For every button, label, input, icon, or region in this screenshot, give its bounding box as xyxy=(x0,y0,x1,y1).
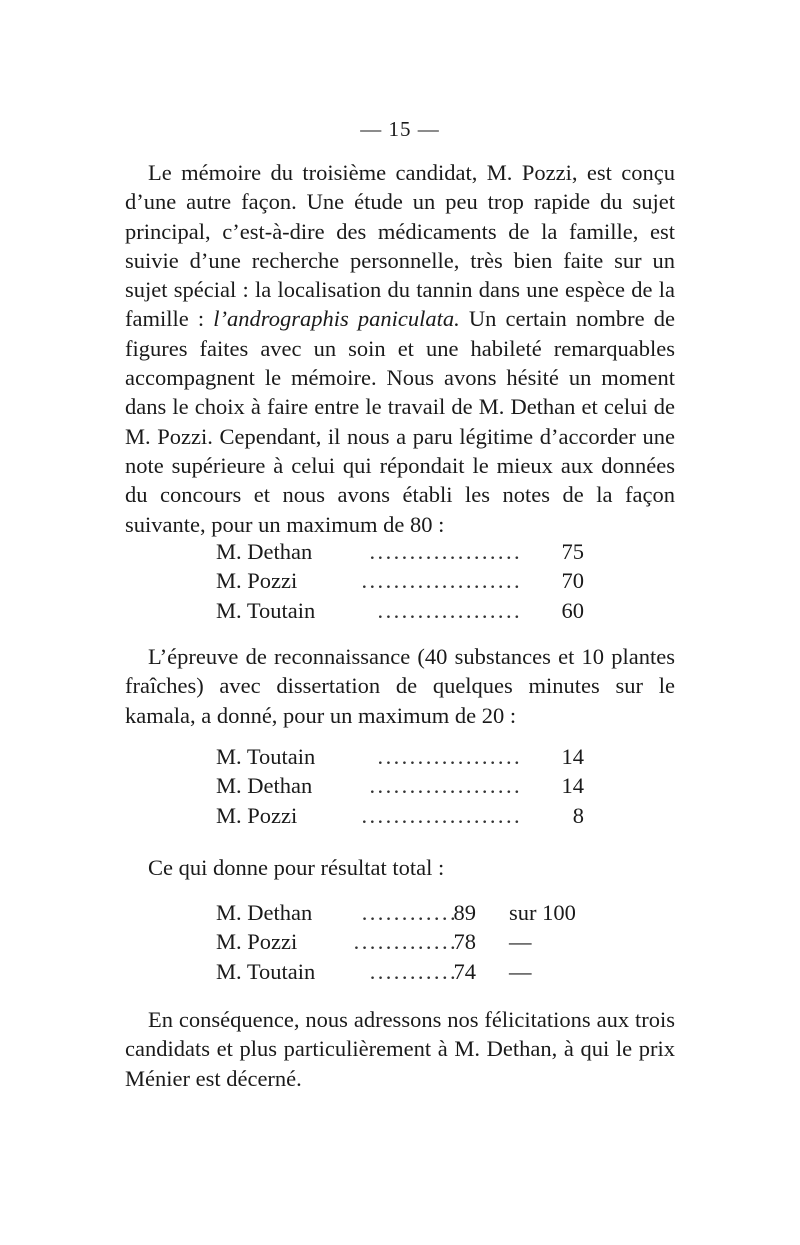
score-row xyxy=(216,957,584,986)
paragraph-total: Ce qui donne pour résultat total : xyxy=(148,855,445,880)
candidate-name: M. Pozzi xyxy=(216,802,298,828)
score-row xyxy=(216,801,584,830)
scores-table-memoire xyxy=(216,537,584,625)
paragraph-pozzi-memoire xyxy=(125,158,675,539)
italic-species-name: l’andrographis paniculata. xyxy=(213,306,460,332)
score-value: 60 xyxy=(561,597,584,623)
dot-leader: ........... xyxy=(369,958,458,984)
dot-leader: ............ xyxy=(361,900,458,925)
candidate-name: M. Pozzi xyxy=(216,929,298,955)
score-value: 78 xyxy=(453,929,476,955)
score-row xyxy=(216,927,584,956)
dot-leader: .................. xyxy=(377,744,522,769)
candidate-name: M. Toutain xyxy=(216,597,316,623)
dot-leader: .................... xyxy=(361,802,522,828)
dot-leader: ............. xyxy=(353,929,458,955)
scores-table-total xyxy=(216,898,584,986)
scores-table-reconnaissance xyxy=(216,742,584,830)
score-value: 14 xyxy=(561,773,584,799)
dot-leader: .................... xyxy=(361,568,522,594)
score-suffix: sur 100 xyxy=(509,900,576,925)
score-row xyxy=(216,898,584,927)
score-row xyxy=(216,566,584,595)
score-row xyxy=(216,742,584,771)
score-suffix: — xyxy=(509,929,532,955)
dot-leader: .................. xyxy=(377,597,522,623)
dot-leader: ................... xyxy=(369,773,522,799)
paragraph-text: Un certain nombre de figures faites avec un soin et une habileté remarquables accompagnent le mémoire. Nous avons hésité un moment dans le choix à faire entre le travail de M. Dethan et celui de M. Pozzi. Cependant, il nous a paru légitime d’accorder une note supérieure à celui qui répondait le mieux aux données du concours et nous avons établi les notes de la façon suivante, pour un maximum de 80 : xyxy=(125,306,676,537)
score-value: 75 xyxy=(561,539,584,564)
score-value: 89 xyxy=(453,900,476,925)
paragraph-reconnaissance: L’épreuve de reconnaissance (40 substances et 10 plantes fraîches) avec dissertation de quelques minutes sur le kamala, a donné, pour un maximum de 20 : xyxy=(125,644,675,728)
candidate-name: M. Dethan xyxy=(216,900,313,925)
candidate-name: M. Dethan xyxy=(216,773,313,799)
score-value: 74 xyxy=(453,958,476,984)
score-row xyxy=(216,596,584,625)
page-number: — 15 — xyxy=(360,117,440,141)
candidate-name: M. Toutain xyxy=(216,744,316,769)
dot-leader: ................... xyxy=(369,539,522,564)
candidate-name: M. Pozzi xyxy=(216,568,298,594)
score-row xyxy=(216,771,584,800)
score-value: 8 xyxy=(572,802,584,828)
score-value: 70 xyxy=(561,568,584,594)
paragraph-text: Le mémoire du troisième candidat, M. Pozzi, est conçu d’une autre façon. Une étude un peu trop rapide du sujet principal, c’est-à-dire des médicaments de la famille, est suivie d’une recherche personnelle, très bien faite sur un sujet spécial : la localisation du tannin dans une espèce de la famille : xyxy=(125,160,675,332)
score-suffix: — xyxy=(509,958,532,984)
candidate-name: M. Dethan xyxy=(216,539,313,564)
candidate-name: M. Toutain xyxy=(216,958,316,984)
score-row xyxy=(216,537,584,566)
score-value: 14 xyxy=(561,744,584,769)
paragraph-conclusion: En conséquence, nous adressons nos félicitations aux trois candidats et plus particulièrement à M. Dethan, à qui le prix Ménier est décerné. xyxy=(125,1007,675,1091)
